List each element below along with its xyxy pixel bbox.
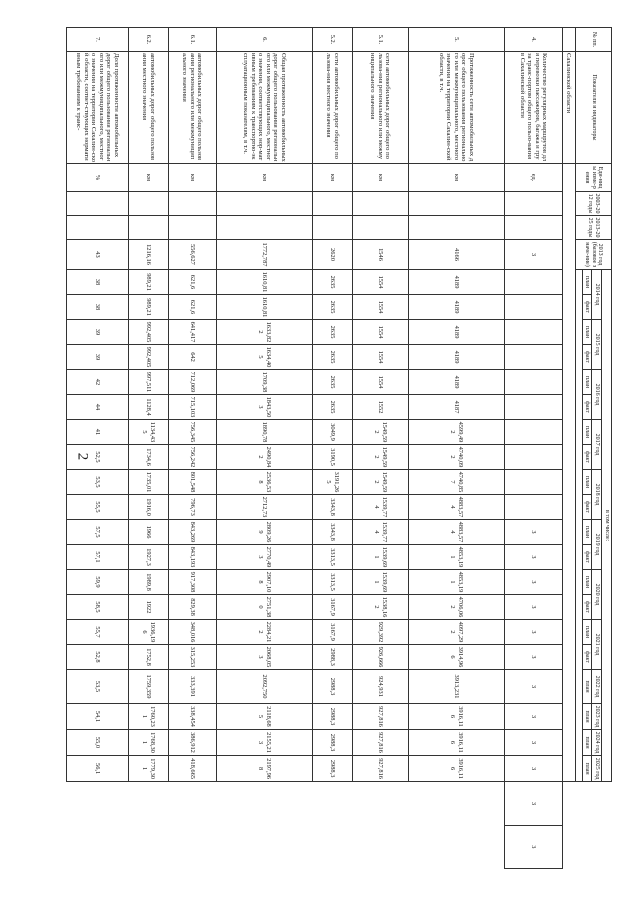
value-2013-2025	[66, 216, 128, 240]
plan-value	[504, 470, 562, 495]
fact-value: 2988,3	[312, 645, 352, 670]
header-spacer-cell	[575, 270, 582, 782]
plan-header: план	[582, 756, 592, 782]
fact-value: 1554	[352, 345, 408, 370]
fact-value: 1752,8	[128, 645, 168, 670]
fact-value: 1538,162	[352, 595, 408, 620]
fact-value: 1549,592	[352, 445, 408, 470]
plan-value: 929,392	[352, 620, 408, 645]
plan-header: план	[582, 520, 592, 545]
fact-value: 1734,6	[128, 445, 168, 470]
plan-value: 2988,3	[312, 670, 352, 704]
plan-value: 3	[504, 520, 562, 545]
fact-header: факт	[582, 295, 592, 320]
table-body	[66, 28, 575, 869]
fact-value: 4187	[408, 395, 504, 420]
plan-value: 3	[504, 756, 562, 782]
plan-value: 41	[66, 420, 128, 445]
fact-value: 52,8	[66, 645, 128, 670]
value-2013-base: 556,627	[168, 240, 216, 270]
indicator-label: сети автомобильных дорог общего пользова-ния местного значения	[312, 52, 352, 164]
fact-value: 1128,4	[128, 395, 168, 420]
table-row	[352, 28, 408, 869]
fact-value: 3190,5	[312, 445, 352, 470]
value-2013-2025	[312, 216, 352, 240]
plan-value: 3	[504, 670, 562, 704]
fact-value: 926,666	[352, 645, 408, 670]
fact-value: 992,405	[128, 345, 168, 370]
plan-value: 3916,116	[408, 756, 504, 782]
fact-value: 3	[504, 595, 562, 620]
plan-value	[504, 320, 562, 345]
plan-value: 57,5	[66, 520, 128, 545]
plan-value: 1539,774	[352, 520, 408, 545]
plan-value: 621,6	[168, 270, 216, 295]
unit-cell: км	[408, 164, 504, 192]
plan-value: 3916,116	[408, 704, 504, 730]
year-header: 2019 год	[592, 520, 602, 570]
fact-value: 4883,574	[408, 495, 504, 520]
table-row	[408, 28, 504, 869]
plan-header: план	[582, 570, 592, 595]
fact-value: 4706,062	[408, 595, 504, 620]
plan-value: 55,7	[66, 620, 128, 645]
plan-value: 3191,265	[312, 470, 352, 495]
plan-value: 927,816	[352, 704, 408, 730]
row-number: 6.1.	[168, 28, 216, 52]
value-2013-2025	[504, 216, 562, 240]
rotated-table-container	[74, 27, 612, 869]
fact-value: 3914,966	[408, 645, 504, 670]
plan-value: 2635	[312, 270, 352, 295]
table-row	[504, 28, 562, 869]
fact-value: 3343,8	[312, 495, 352, 520]
plan-value: 641,417	[168, 320, 216, 345]
plan-header: план	[582, 670, 592, 704]
fact-value: 1927,3	[128, 545, 168, 570]
plan-value: 338,454	[168, 704, 216, 730]
value-2013-base: 4166	[408, 240, 504, 270]
fact-value: 715,103	[168, 395, 216, 420]
plan-value: 4883,574	[408, 520, 504, 545]
value-2003-2012	[352, 192, 408, 216]
plan-value: 3	[504, 730, 562, 756]
value-2013-2025	[216, 216, 312, 240]
fact-value: 3	[504, 545, 562, 570]
plan-value: 3	[504, 620, 562, 645]
fact-value: 39	[66, 345, 128, 370]
fact-value	[504, 395, 562, 420]
section-row	[562, 28, 575, 869]
row-number: 5.	[408, 28, 504, 52]
plan-value: 3	[504, 782, 562, 825]
plan-value: 2988,3	[312, 756, 352, 782]
plan-value: 1633,822	[216, 320, 312, 345]
plan-header: план	[582, 620, 592, 645]
plan-value: 4740,857	[408, 470, 504, 495]
plan-value: 2197,968	[216, 756, 312, 782]
value-2013-base: 43	[66, 240, 128, 270]
fact-value: 2712,73	[216, 495, 312, 520]
plan-value: 2118,685	[216, 704, 312, 730]
fact-value: 57,1	[66, 545, 128, 570]
plan-value: 1760,231	[128, 704, 168, 730]
value-2003-2012	[168, 192, 216, 216]
value-2013-base: 2620	[312, 240, 352, 270]
year-header: 2015 год	[592, 320, 602, 370]
plan-value: 4189	[408, 370, 504, 395]
indicator-label: Доля протяженности автомобильных дорог общего пользования регионального или межмуниципального, местного значения на территории Сахалин-ской области, соответ-ствующих нормативным требованиям к транс-	[66, 52, 128, 164]
plan-value: 843,269	[168, 520, 216, 545]
plan-value: 924,931	[352, 670, 408, 704]
fact-value: 1922	[128, 595, 168, 620]
year-header: 2022 год	[592, 670, 602, 704]
col-2013-2025-header: 2013-2025 годы	[575, 216, 611, 240]
table-row	[168, 28, 216, 869]
year-header: 2021 год	[592, 620, 602, 670]
plan-value	[504, 420, 562, 445]
plan-value	[504, 370, 562, 395]
plan-value: 4189	[408, 320, 504, 345]
row-number: 4.	[504, 28, 562, 52]
year-header: 2024 год	[592, 730, 602, 756]
plan-value: 1610,81	[216, 270, 312, 295]
fact-value: 2490,842	[216, 445, 312, 470]
plan-value: 989,21	[128, 270, 168, 295]
year-header: 2017 год	[592, 420, 602, 470]
plan-value: 1549,592	[352, 470, 408, 495]
fact-value: 44	[66, 395, 128, 420]
indicator-label: сети автомобильных дорог общего пользова-ния регионального или межмуниципального значения	[352, 52, 408, 164]
value-2003-2012	[66, 192, 128, 216]
value-2003-2012	[216, 192, 312, 216]
plan-value: 333,391	[168, 670, 216, 704]
fact-value: 2635	[312, 395, 352, 420]
plan-value: 2809,269	[216, 520, 312, 545]
plan-value: 418,665	[168, 756, 216, 782]
plan-value: 2092,750	[216, 670, 312, 704]
plan-value: 927,816	[352, 730, 408, 756]
plan-value: 3313,5	[312, 570, 352, 595]
plan-value: 3049,9	[312, 420, 352, 445]
fact-header: факт	[582, 545, 592, 570]
indicator-label: автомобильных дорог общего пользования местного значения	[128, 52, 168, 164]
plan-value: 55,0	[66, 730, 128, 756]
fact-value: 796,73	[168, 495, 216, 520]
col-no-header: № пп.	[575, 28, 611, 52]
plan-value: 3	[504, 825, 562, 868]
row-number: 5.2.	[312, 28, 352, 52]
fact-value: 621,6	[168, 295, 216, 320]
fact-value: 4853,191	[408, 545, 504, 570]
fact-value: 829,38	[168, 595, 216, 620]
indicator-label: автомобильных дорог общего пользования регионального или межмуниципального значения	[168, 52, 216, 164]
col-2013-base-header: 2013 год (базовое значе-ние)	[575, 240, 611, 270]
value-2013-base: 1772,787	[216, 240, 312, 270]
col-indicator-header: Показатели и индикаторы	[575, 52, 611, 164]
indicator-label: Протяженность сети автомобильных дорог общего пользования регионального или межмуниципального, местного значения на территории Сахалин-ской области, в т.ч.	[408, 52, 504, 164]
indicators-table	[66, 27, 612, 869]
plan-value: 1936,196	[128, 620, 168, 645]
value-2013-2025	[352, 216, 408, 240]
plan-value: 1539,691	[352, 570, 408, 595]
plan-value: 1709,38	[216, 370, 312, 395]
plan-value: 801,548	[168, 470, 216, 495]
plan-value: 2635	[312, 320, 352, 345]
plan-value: 4189	[408, 270, 504, 295]
fact-value: 1539,691	[352, 545, 408, 570]
row-number: 5.1.	[352, 28, 408, 52]
plan-value: 1554	[352, 370, 408, 395]
plan-value: 2536,538	[216, 470, 312, 495]
value-2003-2012	[312, 192, 352, 216]
fact-value: 1634,405	[216, 345, 312, 370]
fact-value: 2635	[312, 345, 352, 370]
plan-value: 756,345	[168, 420, 216, 445]
table-row	[128, 28, 168, 869]
plan-value: 3913,231	[408, 670, 504, 704]
section-title: Сахалинской области	[562, 52, 575, 164]
plan-value: 38	[66, 270, 128, 295]
plan-value: 1779,301	[128, 756, 168, 782]
plan-value: 997,511	[128, 370, 168, 395]
unit-cell: км	[312, 164, 352, 192]
plan-value: 1989,8	[128, 570, 168, 595]
plan-value: 1759,359	[128, 670, 168, 704]
fact-value	[504, 345, 562, 370]
page-number: 2	[74, 452, 91, 461]
year-header: 2025 год	[592, 756, 602, 782]
fact-value: 4189	[408, 295, 504, 320]
plan-value: 59,9	[66, 570, 128, 595]
plan-value: 1554	[352, 320, 408, 345]
plan-value: 4599,492	[408, 420, 504, 445]
plan-value: 2988,3	[312, 730, 352, 756]
value-2013-2025	[168, 216, 216, 240]
plan-header: план	[582, 420, 592, 445]
table-row	[216, 28, 312, 869]
plan-value: 2988,3	[312, 704, 352, 730]
fact-header: факт	[582, 345, 592, 370]
plan-value: 386,912	[168, 730, 216, 756]
plan-value: 3	[504, 570, 562, 595]
plan-value: 348,016	[168, 620, 216, 645]
unit-cell: км	[168, 164, 216, 192]
fact-header: факт	[582, 595, 592, 620]
fact-value: 1843,503	[216, 395, 312, 420]
fact-value: 4189	[408, 345, 504, 370]
plan-value: 2155,213	[216, 730, 312, 756]
row-number: 6.2.	[128, 28, 168, 52]
unit-cell: км	[128, 164, 168, 192]
plan-value: 3916,116	[408, 730, 504, 756]
plan-value: 1735,01	[128, 470, 168, 495]
plan-value: 54,1	[66, 704, 128, 730]
fact-value: 3313,5	[312, 545, 352, 570]
unit-cell: ед.	[504, 164, 562, 192]
plan-value: 1966	[128, 520, 168, 545]
fact-value: 2635	[312, 295, 352, 320]
document-page	[74, 27, 612, 869]
including-header: в том числе:	[602, 270, 612, 782]
fact-header: факт	[582, 645, 592, 670]
fact-value: 642	[168, 345, 216, 370]
fact-value: 2751,380	[216, 595, 312, 620]
plan-value: 53,5	[66, 670, 128, 704]
value-2003-2012	[408, 192, 504, 216]
year-header: 2016 год	[592, 370, 602, 420]
unit-cell: км	[216, 164, 312, 192]
col-unit-header: Еди-ницы изме-рения	[575, 164, 611, 192]
fact-value: 2770,493	[216, 545, 312, 570]
year-header: 2023 год	[592, 704, 602, 730]
plan-value: 2907,108	[216, 570, 312, 595]
fact-value	[504, 445, 562, 470]
fact-value: 756,242	[168, 445, 216, 470]
plan-value: 4853,191	[408, 570, 504, 595]
plan-value: 917,308	[168, 570, 216, 595]
table-row	[312, 28, 352, 869]
row-number: 6.	[216, 28, 312, 52]
value-2013-2025	[128, 216, 168, 240]
value-2013-2025	[408, 216, 504, 240]
fact-value	[504, 495, 562, 520]
plan-value: 1554	[352, 270, 408, 295]
fact-value: 989,21	[128, 295, 168, 320]
fact-value: 1610,81	[216, 295, 312, 320]
plan-header: план	[582, 320, 592, 345]
plan-value: 712,069	[168, 370, 216, 395]
plan-value: 1549,592	[352, 420, 408, 445]
plan-value: 53,5	[66, 470, 128, 495]
value-2003-2012	[128, 192, 168, 216]
fact-value: 1554	[352, 295, 408, 320]
fact-value: 3	[504, 645, 562, 670]
header-row-1	[602, 28, 612, 869]
value-2013-base: 1546	[352, 240, 408, 270]
plan-value: 3343,8	[312, 520, 352, 545]
plan-header: план	[582, 370, 592, 395]
value-2013-base: 1216,16	[128, 240, 168, 270]
plan-value: 992,405	[128, 320, 168, 345]
unit-cell: %	[66, 164, 128, 192]
fact-value: 4740,092	[408, 445, 504, 470]
fact-value: 38	[66, 295, 128, 320]
year-header: 2014 год	[592, 270, 602, 320]
section-empty-cell	[562, 164, 575, 782]
fact-value: 1539,774	[352, 495, 408, 520]
plan-value: 42	[66, 370, 128, 395]
fact-value: 1916,0	[128, 495, 168, 520]
fact-value: 843,193	[168, 545, 216, 570]
plan-header: план	[582, 730, 592, 756]
fact-value: 1552	[352, 395, 408, 420]
fact-header: факт	[582, 395, 592, 420]
plan-value: 927,816	[352, 756, 408, 782]
fact-value: 55,5	[66, 495, 128, 520]
fact-value: 3	[504, 704, 562, 730]
year-header: 2018 год	[592, 470, 602, 520]
section-no-cell	[562, 28, 575, 52]
plan-value: 2635	[312, 370, 352, 395]
plan-value: 4097,292	[408, 620, 504, 645]
fact-value: 315,253	[168, 645, 216, 670]
table-row	[66, 28, 128, 869]
plan-header: план	[582, 704, 592, 730]
plan-value: 1890,78	[216, 420, 312, 445]
row-number: 7.	[66, 28, 128, 52]
plan-value: 1134,435	[128, 420, 168, 445]
plan-value: 39	[66, 320, 128, 345]
year-header: 2020 год	[592, 570, 602, 620]
col-2003-2012-header: 2003-2012 годы	[575, 192, 611, 216]
plan-value: 2284,212	[216, 620, 312, 645]
fact-header: факт	[582, 445, 592, 470]
plan-value	[504, 270, 562, 295]
fact-value	[504, 295, 562, 320]
indicator-label: Количество регулярных маршрутов для перевозки пассажиров, багажа и груза транс-портом общего пользо-вания в Сахалинской области	[504, 52, 562, 164]
value-2013-base: 3	[504, 240, 562, 270]
fact-value: 58,5	[66, 595, 128, 620]
plan-value: 3167,9	[312, 620, 352, 645]
fact-value: 3167,9	[312, 595, 352, 620]
unit-cell: км	[352, 164, 408, 192]
plan-header: план	[582, 270, 592, 295]
value-2003-2012	[504, 192, 562, 216]
plan-header: план	[582, 470, 592, 495]
fact-value: 52,5	[66, 445, 128, 470]
indicator-label: Общая протяженность автомобильных дорог общего пользования регионального или межмуниципального, местного значения, соответствующих нор-мативным требованиям к транспортно-эксплуатационным показателям, в т.ч.	[216, 52, 312, 164]
fact-value: 2068,053	[216, 645, 312, 670]
fact-header: факт	[582, 495, 592, 520]
plan-value: 1768,301	[128, 730, 168, 756]
plan-value: 56,1	[66, 756, 128, 782]
